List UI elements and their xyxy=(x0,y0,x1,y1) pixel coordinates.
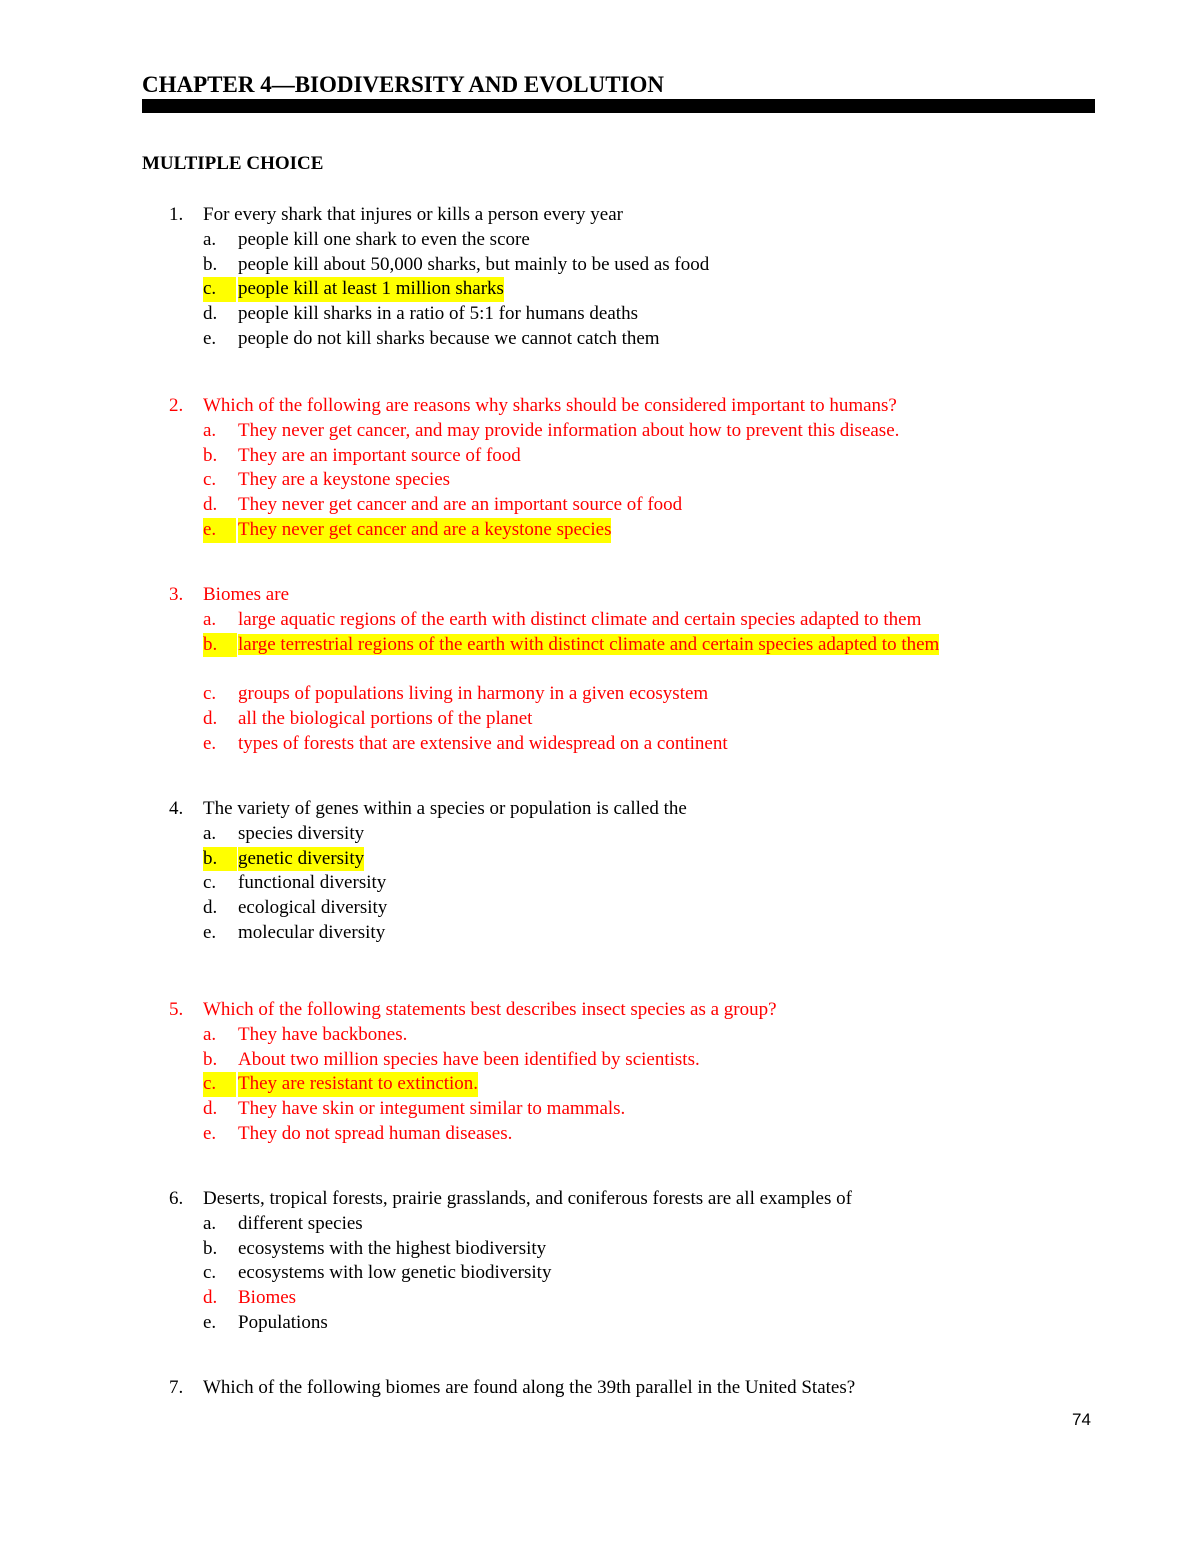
option-b xyxy=(0,1048,1200,1073)
option-c-answer xyxy=(0,277,1200,302)
option-text: ecological diversity xyxy=(238,897,388,919)
option-text: molecular diversity xyxy=(238,921,386,943)
option-b-answer xyxy=(0,847,1200,872)
option-e-answer xyxy=(0,518,1200,543)
option-text: They are resistant to extinction. xyxy=(238,1072,478,1097)
option-letter: d. xyxy=(203,303,218,325)
option-text: large terrestrial regions of the earth with distinct climate and certain species adapted to them xyxy=(238,633,940,655)
question-2 xyxy=(0,394,1200,543)
option-text: all the biological portions of the planet xyxy=(238,707,533,729)
option-letter: c. xyxy=(203,469,217,491)
question-stem xyxy=(0,998,1200,1023)
option-letter: b. xyxy=(203,633,237,658)
option-d xyxy=(0,302,1200,327)
option-text: They have skin or integument similar to mammals. xyxy=(238,1098,626,1120)
option-b xyxy=(0,253,1200,278)
option-letter: b. xyxy=(203,253,218,275)
option-text: About two million species have been identified by scientists. xyxy=(238,1048,700,1070)
option-text: Populations xyxy=(238,1311,328,1333)
option-e xyxy=(0,1311,1200,1336)
question-number: 5. xyxy=(169,999,184,1020)
option-text: Biomes xyxy=(238,1287,297,1309)
option-text: They never get cancer and are a keystone species xyxy=(238,518,611,543)
question-number: 3. xyxy=(169,584,184,605)
option-text: They are a keystone species xyxy=(238,469,451,491)
option-a xyxy=(0,228,1200,253)
option-letter: e. xyxy=(203,1311,217,1333)
option-letter: a. xyxy=(203,822,217,844)
option-text: species diversity xyxy=(238,822,365,844)
option-letter: d. xyxy=(203,1287,218,1309)
question-4 xyxy=(0,797,1200,946)
option-letter: b. xyxy=(203,444,218,466)
option-a xyxy=(0,822,1200,847)
question-text: For every shark that injures or kills a person every year xyxy=(203,204,623,225)
option-c xyxy=(0,871,1200,896)
option-e xyxy=(0,1122,1200,1147)
question-stem xyxy=(0,203,1200,228)
question-text: Biomes are xyxy=(203,584,290,605)
option-letter: e. xyxy=(203,1122,217,1144)
option-letter: d. xyxy=(203,707,218,729)
question-stem xyxy=(0,1376,1200,1401)
option-letter: b. xyxy=(203,847,237,872)
option-b xyxy=(0,444,1200,469)
question-number: 4. xyxy=(169,798,184,819)
option-text: people kill at least 1 million sharks xyxy=(238,277,504,302)
option-c xyxy=(0,682,1200,707)
question-text: Which of the following are reasons why sharks should be considered important to humans? xyxy=(203,395,897,416)
option-letter: a. xyxy=(203,608,217,630)
option-letter: b. xyxy=(203,1237,218,1259)
page-number: 74 xyxy=(1072,1410,1091,1429)
option-letter: d. xyxy=(203,494,218,516)
option-text: ecosystems with the highest biodiversity xyxy=(238,1237,547,1259)
option-text: They do not spread human diseases. xyxy=(238,1122,513,1144)
option-text: large aquatic regions of the earth with distinct climate and certain species adapted to them xyxy=(238,608,922,630)
option-d xyxy=(0,493,1200,518)
option-letter: a. xyxy=(203,419,217,441)
option-letter: e. xyxy=(203,327,217,349)
option-letter: d. xyxy=(203,1098,218,1120)
option-a xyxy=(0,419,1200,444)
question-stem xyxy=(0,797,1200,822)
question-1 xyxy=(0,203,1200,352)
option-text: people do not kill sharks because we cannot catch them xyxy=(238,327,660,349)
option-letter: c. xyxy=(203,683,217,705)
option-c-answer xyxy=(0,1072,1200,1097)
question-6 xyxy=(0,1187,1200,1336)
option-letter: e. xyxy=(203,921,217,943)
question-3 xyxy=(0,583,1200,757)
question-text: Which of the following biomes are found along the 39th parallel in the United States? xyxy=(203,1377,856,1398)
question-5 xyxy=(0,998,1200,1147)
option-b-answer xyxy=(0,633,1200,683)
option-b xyxy=(0,1237,1200,1262)
option-letter: a. xyxy=(203,1023,217,1045)
question-number: 6. xyxy=(169,1188,184,1209)
option-letter: c. xyxy=(203,1072,236,1097)
question-text: Deserts, tropical forests, prairie grasslands, and coniferous forests are all examples of xyxy=(203,1188,852,1209)
option-letter: a. xyxy=(203,1212,217,1234)
option-a xyxy=(0,608,1200,633)
option-d xyxy=(0,896,1200,921)
option-e xyxy=(0,921,1200,946)
option-letter: c. xyxy=(203,277,236,302)
option-a xyxy=(0,1212,1200,1237)
option-letter: e. xyxy=(203,732,217,754)
option-text: ecosystems with low genetic biodiversity xyxy=(238,1262,552,1284)
option-letter: a. xyxy=(203,228,217,250)
option-text: genetic diversity xyxy=(238,847,364,872)
option-text: types of forests that are extensive and widespread on a continent xyxy=(238,732,728,754)
chapter-title: CHAPTER 4—BIODIVERSITY AND EVOLUTION xyxy=(142,72,665,97)
option-a xyxy=(0,1023,1200,1048)
option-text: functional diversity xyxy=(238,872,387,894)
option-text: different species xyxy=(238,1212,363,1234)
option-c xyxy=(0,468,1200,493)
option-e xyxy=(0,732,1200,757)
option-letter: c. xyxy=(203,1262,217,1284)
option-text: They are an important source of food xyxy=(238,444,521,466)
section-heading: MULTIPLE CHOICE xyxy=(142,153,324,174)
option-text: people kill one shark to even the score xyxy=(238,228,530,250)
option-letter: e. xyxy=(203,518,236,543)
question-stem xyxy=(0,394,1200,419)
option-text: people kill about 50,000 sharks, but mainly to be used as food xyxy=(238,253,710,275)
question-text: The variety of genes within a species or population is called the xyxy=(203,798,687,819)
option-letter: b. xyxy=(203,1048,218,1070)
option-c xyxy=(0,1261,1200,1286)
option-text: They have backbones. xyxy=(238,1023,408,1045)
title-rule xyxy=(142,99,1095,113)
question-text: Which of the following statements best describes insect species as a group? xyxy=(203,999,777,1020)
question-stem xyxy=(0,583,1200,608)
option-text: They never get cancer, and may provide information about how to prevent this disease. xyxy=(238,419,900,441)
question-number: 2. xyxy=(169,395,184,416)
option-text: They never get cancer and are an important source of food xyxy=(238,494,683,516)
option-text: groups of populations living in harmony in a given ecosystem xyxy=(238,683,709,705)
option-letter: c. xyxy=(203,872,217,894)
question-number: 1. xyxy=(169,204,184,225)
option-d-answer xyxy=(0,1286,1200,1311)
question-stem xyxy=(0,1187,1200,1212)
option-d xyxy=(0,707,1200,732)
option-text: people kill sharks in a ratio of 5:1 for humans deaths xyxy=(238,303,638,325)
question-number: 7. xyxy=(169,1377,184,1398)
option-e xyxy=(0,327,1200,352)
option-letter: d. xyxy=(203,897,218,919)
question-7 xyxy=(0,1376,1200,1401)
option-d xyxy=(0,1097,1200,1122)
